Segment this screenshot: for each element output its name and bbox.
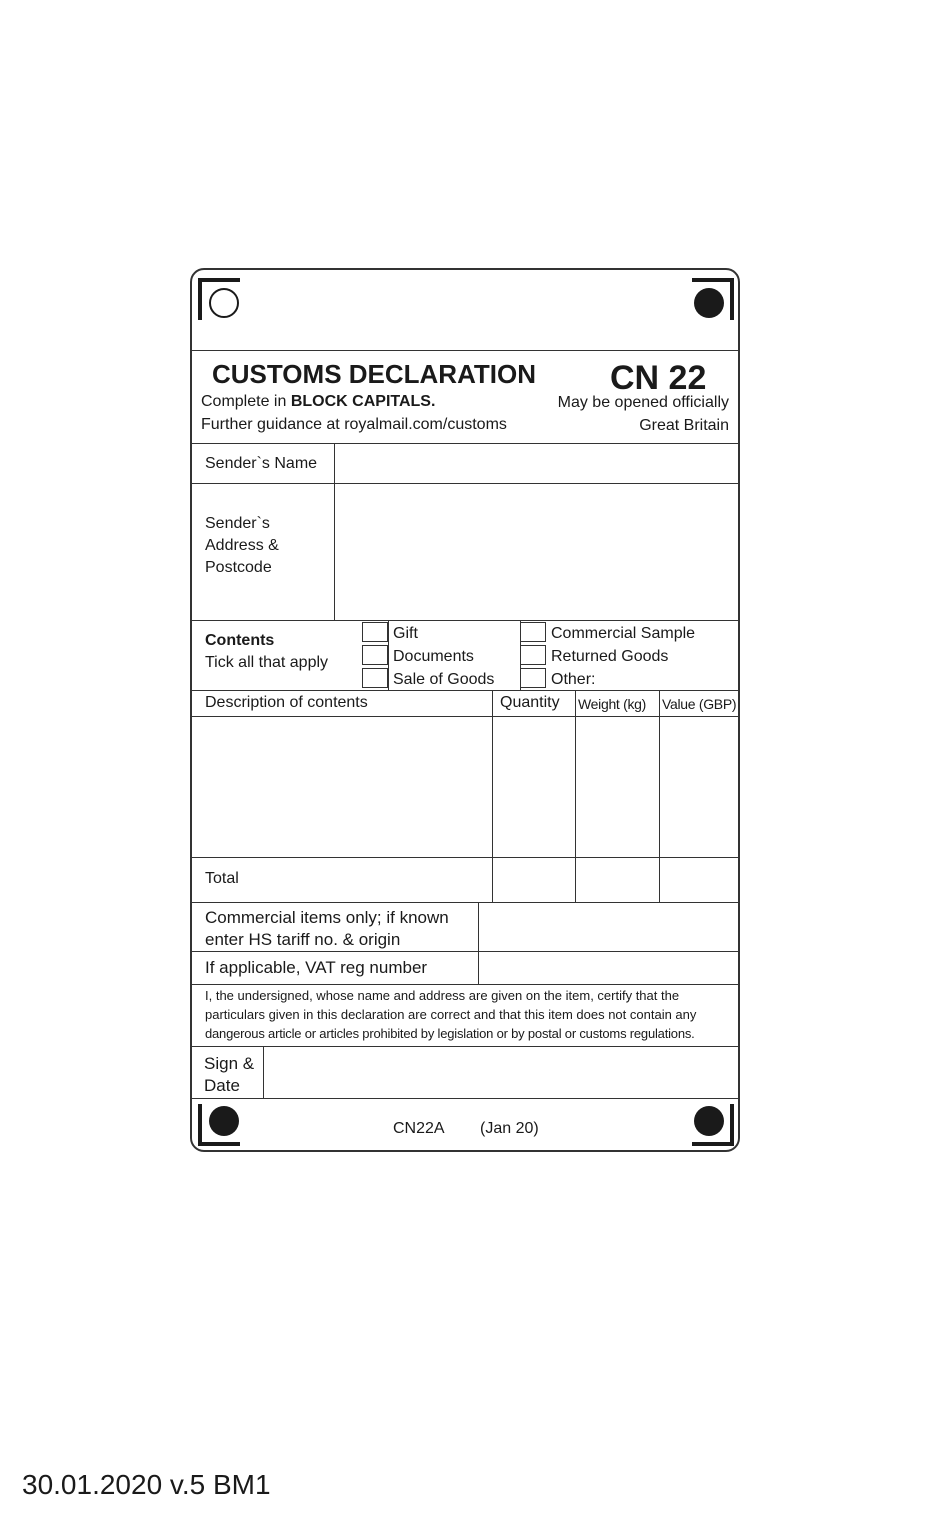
vat-label: If applicable, VAT reg number — [205, 958, 428, 977]
date-ref: (Jan 20) — [480, 1120, 539, 1137]
divider — [192, 350, 740, 351]
country-text: Great Britain — [639, 417, 729, 434]
guidance-text: Further guidance at royalmail.com/customs — [201, 416, 507, 433]
sender-name-field[interactable] — [336, 445, 740, 483]
declaration-line1: I, the undersigned, whose name and address are given on the item, certify that the — [205, 988, 680, 1003]
sign-label-line2: Date — [204, 1076, 240, 1095]
instruction-text — [201, 391, 435, 413]
total-value-field[interactable] — [661, 859, 740, 901]
divider — [192, 902, 740, 903]
other-label: Other: — [551, 671, 596, 688]
divider — [388, 620, 389, 690]
gift-checkbox[interactable] — [362, 622, 388, 642]
total-label: Total — [205, 870, 239, 887]
sender-address-label-line1: Sender`s — [205, 515, 270, 532]
divider — [192, 716, 740, 717]
total-quantity-field[interactable] — [494, 859, 574, 901]
divider — [659, 690, 660, 902]
divider — [334, 443, 335, 620]
divider — [192, 620, 740, 621]
registration-dot-icon — [209, 1106, 239, 1136]
instruction-bold: BLOCK CAPITALS. — [290, 393, 436, 410]
form-code: CN 22 — [610, 359, 707, 397]
sender-name-label: Sender`s Name — [205, 455, 318, 472]
divider — [478, 902, 479, 984]
registration-dot-icon — [694, 288, 724, 318]
divider — [192, 483, 740, 484]
commercial-sample-label: Commercial Sample — [551, 625, 696, 642]
divider — [263, 1046, 264, 1098]
quantity-field[interactable] — [494, 718, 574, 856]
value-header: Value (GBP) — [662, 696, 737, 712]
divider — [575, 690, 576, 902]
commercial-sample-checkbox[interactable] — [520, 622, 546, 642]
divider — [492, 690, 493, 902]
version-text: 30.01.2020 v.5 BM1 — [22, 1469, 271, 1500]
sender-address-field[interactable] — [336, 485, 740, 619]
tick-all-label: Tick all that apply — [205, 654, 329, 671]
divider — [192, 443, 740, 444]
returned-goods-label: Returned Goods — [551, 648, 669, 665]
registration-circle-outline-icon — [209, 288, 239, 318]
quantity-header: Quantity — [500, 694, 560, 711]
declaration-line2: particulars given in this declaration are correct and that this item does not contain any — [205, 1007, 697, 1022]
divider — [192, 1046, 740, 1047]
sign-date-field[interactable] — [265, 1048, 740, 1097]
sale-of-goods-label: Sale of Goods — [393, 671, 495, 688]
contents-label: Contents — [205, 632, 275, 649]
weight-field[interactable] — [577, 718, 658, 856]
value-field[interactable] — [661, 718, 740, 856]
documents-label: Documents — [393, 648, 474, 665]
sign-label-line1: Sign & — [204, 1054, 255, 1073]
commercial-label-line2: enter HS tariff no. & origin — [205, 930, 401, 949]
form-ref: CN22A — [393, 1120, 445, 1137]
sale-of-goods-checkbox[interactable] — [362, 668, 388, 688]
registration-dot-icon — [694, 1106, 724, 1136]
cn22-form — [190, 268, 740, 1152]
returned-goods-checkbox[interactable] — [520, 645, 546, 665]
description-field[interactable] — [194, 718, 490, 856]
declaration-line3: dangerous article or articles prohibited by legislation or by postal or customs regulations. — [205, 1026, 695, 1041]
divider — [192, 690, 740, 691]
divider — [192, 951, 740, 952]
total-weight-field[interactable] — [577, 859, 658, 901]
hs-tariff-field[interactable] — [480, 904, 740, 950]
sender-address-label-line3: Postcode — [205, 559, 272, 576]
divider — [192, 857, 740, 858]
vat-number-field[interactable] — [480, 953, 740, 983]
gift-label: Gift — [393, 625, 418, 642]
opened-notice: May be opened officially — [557, 394, 729, 411]
weight-header: Weight (kg) — [578, 696, 647, 712]
instruction-prefix: Complete in — [201, 393, 287, 410]
divider — [192, 1098, 740, 1099]
documents-checkbox[interactable] — [362, 645, 388, 665]
other-checkbox[interactable] — [520, 668, 546, 688]
divider — [192, 984, 740, 985]
form-title: CUSTOMS DECLARATION — [212, 359, 537, 389]
description-header: Description of contents — [205, 694, 368, 711]
commercial-label-line1: Commercial items only; if known — [205, 908, 449, 927]
sender-address-label-line2: Address & — [205, 537, 279, 554]
